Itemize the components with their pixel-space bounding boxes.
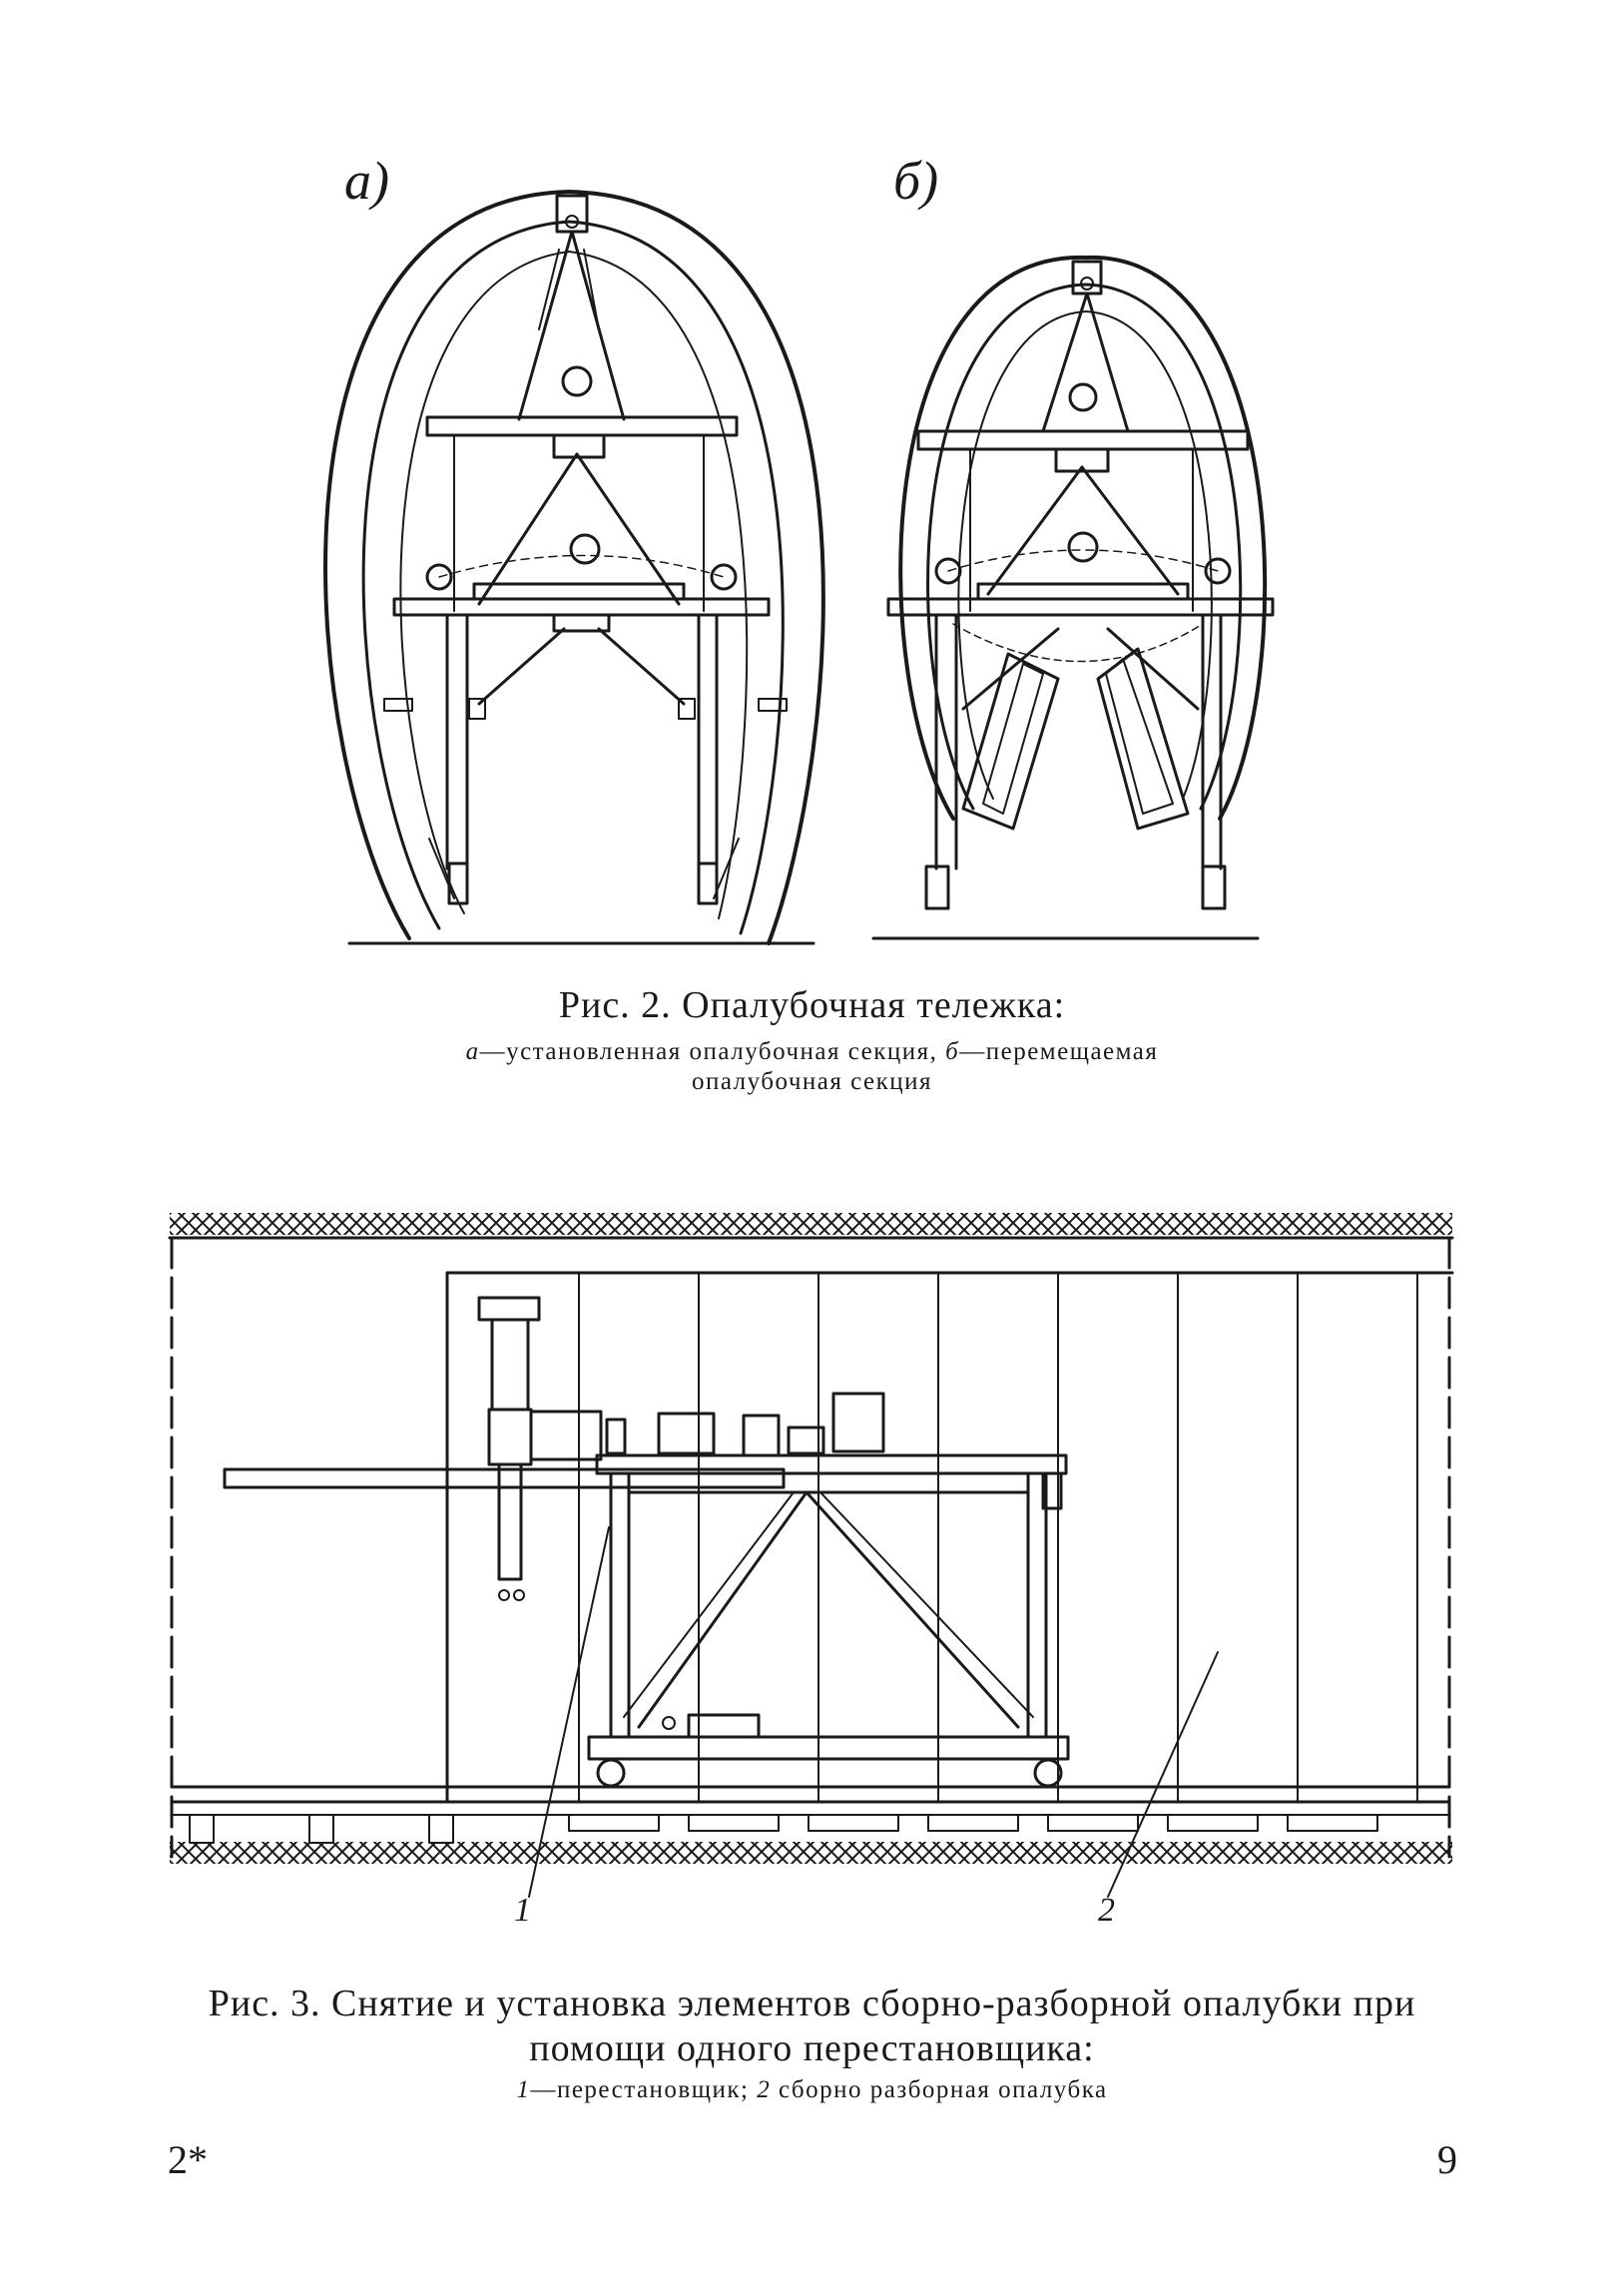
caption-prefix-a: а (465, 1038, 480, 1065)
figure-3-caption-line1: Рис. 3. Снятие и установка элементов сборно-разборной опалубки при (208, 1983, 1416, 2024)
figure-2-caption-title: Рис. 2. Опалубочная тележка: (558, 984, 1066, 1026)
caption-text-2: сборно разборная опалубка (778, 2076, 1108, 2103)
caption-text-a: —установленная опалубочная секция, (479, 1038, 938, 1065)
bottom-rock-hatch (170, 1842, 1452, 1864)
formwork-panels (579, 1273, 1417, 1802)
top-rock-hatch (170, 1213, 1452, 1235)
signature-mark: 2* (168, 2137, 208, 2182)
callout-1: 1 (514, 1892, 531, 1929)
caption-text-1: —перестановщик; (530, 2076, 750, 2103)
caption-prefix-1: 1 (516, 2076, 531, 2103)
figure-3-caption-line2: помощи одного перестановщика: (529, 2027, 1095, 2069)
caption-prefix-2: 2 (757, 2076, 772, 2103)
page-number: 9 (1437, 2137, 1457, 2182)
callout-2: 2 (1098, 1892, 1115, 1929)
figure-2b-label: б) (893, 151, 939, 211)
caption-prefix-b: б (945, 1038, 960, 1065)
figure-3-caption-line3 (0, 2076, 1624, 2104)
figure-2-caption-line2: опалубочная секция (691, 1068, 933, 1095)
rail-sleepers (190, 1815, 1377, 1843)
caption-text-b: —перемещаемая (959, 1038, 1159, 1065)
figure-2a-label: а) (344, 151, 389, 211)
